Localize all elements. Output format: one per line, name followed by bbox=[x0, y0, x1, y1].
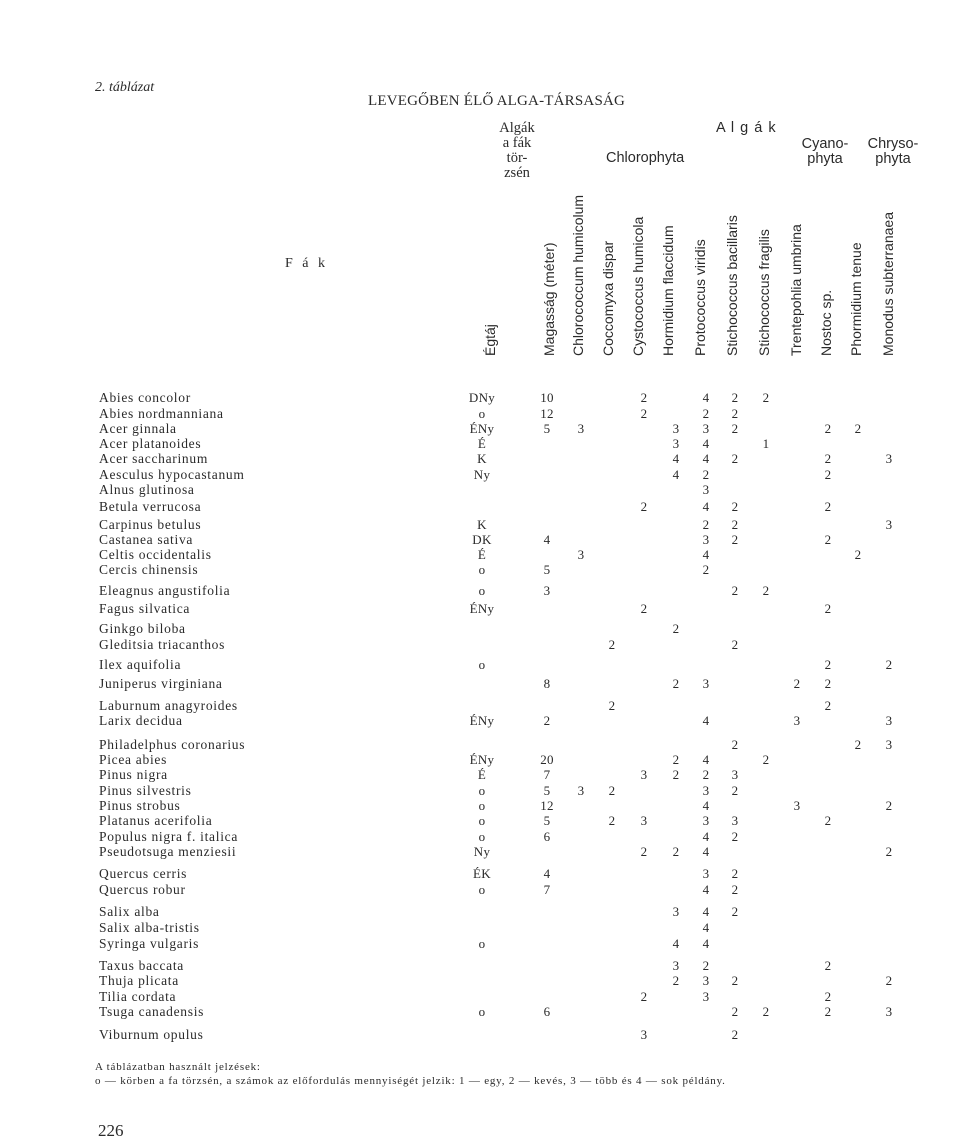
abundance-cell: 2 bbox=[672, 676, 680, 691]
abundance-cell: 3 bbox=[885, 1004, 893, 1019]
abundance-cell: 3 bbox=[672, 904, 680, 919]
abundance-cell: 2 bbox=[885, 657, 893, 672]
orientation-cell: É bbox=[477, 767, 487, 782]
abundance-cell: 4 bbox=[702, 936, 710, 951]
abundance-cell: 2 bbox=[640, 844, 648, 859]
abundance-cell: 2 bbox=[731, 583, 739, 598]
orientation-cell: Ny bbox=[473, 844, 491, 859]
tree-name: Cercis chinensis bbox=[99, 562, 199, 577]
orientation-cell: o bbox=[478, 936, 486, 951]
abundance-cell: 2 bbox=[824, 499, 832, 514]
tree-name: Pinus strobus bbox=[99, 798, 181, 813]
orientation-cell: DNy bbox=[468, 390, 496, 405]
abundance-cell: 2 bbox=[702, 467, 710, 482]
orientation-cell: o bbox=[478, 657, 486, 672]
tree-name: Pinus nigra bbox=[99, 767, 168, 782]
abundance-cell: 2 bbox=[672, 752, 680, 767]
orientation-cell: o bbox=[478, 829, 486, 844]
abundance-cell: 2 bbox=[702, 517, 710, 532]
table-caption: 2. táblázat bbox=[95, 80, 155, 95]
abundance-cell: 4 bbox=[702, 882, 710, 897]
column-header-label: Coccomyxa dispar bbox=[600, 240, 616, 356]
abundance-cell: 4 bbox=[702, 844, 710, 859]
abundance-cell: 4 bbox=[702, 436, 710, 451]
height-cell: 7 bbox=[543, 767, 551, 782]
column-header-label: Égtáj bbox=[482, 324, 498, 356]
abundance-cell: 3 bbox=[702, 813, 710, 828]
tree-name: Picea abies bbox=[99, 752, 168, 767]
orientation-cell: o bbox=[478, 882, 486, 897]
abundance-cell: 2 bbox=[854, 737, 862, 752]
tree-name: Philadelphus coronarius bbox=[99, 737, 246, 752]
height-cell: 5 bbox=[543, 562, 551, 577]
tree-name: Platanus acerifolia bbox=[99, 813, 213, 828]
abundance-cell: 2 bbox=[608, 813, 616, 828]
abundance-cell: 2 bbox=[731, 783, 739, 798]
height-cell: 10 bbox=[540, 390, 554, 405]
tree-name: Tsuga canadensis bbox=[99, 1004, 205, 1019]
orientation-cell: Ny bbox=[473, 467, 491, 482]
height-cell: 20 bbox=[540, 752, 554, 767]
orientation-cell: ÉK bbox=[473, 866, 491, 881]
column-header-label: Protococcus viridis bbox=[692, 239, 708, 356]
header-line: tör- bbox=[506, 150, 528, 166]
abundance-cell: 2 bbox=[640, 390, 648, 405]
abundance-cell: 2 bbox=[824, 601, 832, 616]
header-trees: F á k bbox=[285, 256, 328, 271]
abundance-cell: 4 bbox=[702, 798, 710, 813]
abundance-cell: 2 bbox=[824, 698, 832, 713]
abundance-cell: 3 bbox=[577, 547, 585, 562]
abundance-cell: 4 bbox=[702, 752, 710, 767]
abundance-cell: 3 bbox=[702, 973, 710, 988]
height-cell: 6 bbox=[543, 829, 551, 844]
abundance-cell: 2 bbox=[885, 844, 893, 859]
column-header-label: Monodus subterranaea bbox=[880, 212, 896, 356]
abundance-cell: 4 bbox=[702, 451, 710, 466]
height-cell: 5 bbox=[543, 421, 551, 436]
abundance-cell: 3 bbox=[577, 783, 585, 798]
orientation-cell: o bbox=[478, 562, 486, 577]
tree-name: Taxus baccata bbox=[99, 958, 184, 973]
orientation-cell: o bbox=[478, 783, 486, 798]
orientation-cell: K bbox=[477, 517, 487, 532]
abundance-cell: 2 bbox=[762, 583, 770, 598]
abundance-cell: 3 bbox=[672, 436, 680, 451]
abundance-cell: 3 bbox=[702, 676, 710, 691]
abundance-cell: 3 bbox=[702, 783, 710, 798]
abundance-cell: 2 bbox=[731, 1027, 739, 1042]
abundance-cell: 2 bbox=[640, 601, 648, 616]
tree-name: Laburnum anagyroides bbox=[99, 698, 238, 713]
tree-name: Fagus silvatica bbox=[99, 601, 191, 616]
column-header-label: Chlorococcum humicolum bbox=[570, 194, 586, 356]
abundance-cell: 2 bbox=[824, 676, 832, 691]
abundance-cell: 4 bbox=[672, 467, 680, 482]
abundance-cell: 2 bbox=[608, 698, 616, 713]
abundance-cell: 2 bbox=[731, 637, 739, 652]
abundance-cell: 3 bbox=[731, 767, 739, 782]
abundance-cell: 3 bbox=[731, 813, 739, 828]
abundance-cell: 2 bbox=[731, 1004, 739, 1019]
abundance-cell: 2 bbox=[672, 767, 680, 782]
abundance-cell: 2 bbox=[731, 499, 739, 514]
header-line: phyta bbox=[875, 151, 911, 167]
tree-name: Quercus cerris bbox=[99, 866, 188, 881]
orientation-cell: É bbox=[477, 547, 487, 562]
abundance-cell: 2 bbox=[731, 406, 739, 421]
abundance-cell: 2 bbox=[762, 1004, 770, 1019]
header-line: Chryso- bbox=[867, 136, 919, 152]
column-header-label: Stichococcus fragilis bbox=[756, 229, 772, 356]
header-algak-on-trunk bbox=[493, 121, 541, 181]
abundance-cell: 4 bbox=[702, 829, 710, 844]
abundance-cell: 2 bbox=[824, 657, 832, 672]
tree-name: Pinus silvestris bbox=[99, 783, 192, 798]
abundance-cell: 4 bbox=[702, 390, 710, 405]
abundance-cell: 3 bbox=[885, 451, 893, 466]
abundance-cell: 3 bbox=[577, 421, 585, 436]
orientation-cell: ÉNy bbox=[469, 601, 495, 616]
tree-name: Celtis occidentalis bbox=[99, 547, 212, 562]
abundance-cell: 2 bbox=[672, 844, 680, 859]
abundance-cell: 3 bbox=[640, 1027, 648, 1042]
abundance-cell: 2 bbox=[824, 451, 832, 466]
column-header-label: Nostoc sp. bbox=[818, 289, 834, 356]
abundance-cell: 4 bbox=[702, 547, 710, 562]
tree-name: Quercus robur bbox=[99, 882, 186, 897]
abundance-cell: 2 bbox=[702, 958, 710, 973]
abundance-cell: 2 bbox=[762, 752, 770, 767]
orientation-cell: É bbox=[477, 436, 487, 451]
tree-name: Eleagnus angustifolia bbox=[99, 583, 231, 598]
orientation-cell: o bbox=[478, 583, 486, 598]
height-cell: 8 bbox=[543, 676, 551, 691]
abundance-cell: 2 bbox=[885, 973, 893, 988]
table-title: LEVEGŐBEN ÉLŐ ALGA-TÁRSASÁG bbox=[368, 93, 626, 109]
tree-name: Ilex aquifolia bbox=[99, 657, 182, 672]
abundance-cell: 2 bbox=[731, 517, 739, 532]
abundance-cell: 2 bbox=[731, 904, 739, 919]
height-cell: 2 bbox=[543, 713, 551, 728]
abundance-cell: 3 bbox=[672, 421, 680, 436]
orientation-cell: ÉNy bbox=[469, 421, 495, 436]
orientation-cell: o bbox=[478, 1004, 486, 1019]
header-line: Algák bbox=[499, 120, 535, 136]
abundance-cell: 3 bbox=[885, 517, 893, 532]
abundance-cell: 2 bbox=[731, 390, 739, 405]
abundance-cell: 2 bbox=[731, 451, 739, 466]
column-header-label: Cystococcus humicola bbox=[630, 216, 646, 356]
column-header-label: Phormidium tenue bbox=[848, 242, 864, 356]
tree-name: Acer ginnala bbox=[99, 421, 177, 436]
abundance-cell: 4 bbox=[702, 904, 710, 919]
abundance-cell: 2 bbox=[731, 421, 739, 436]
page-number: 226 bbox=[98, 1121, 124, 1140]
abundance-cell: 2 bbox=[824, 421, 832, 436]
header-line: a fák bbox=[502, 135, 532, 151]
height-cell: 3 bbox=[543, 583, 551, 598]
tree-name: Gleditsia triacanthos bbox=[99, 637, 226, 652]
tree-name: Ginkgo biloba bbox=[99, 621, 186, 636]
abundance-cell: 2 bbox=[793, 676, 801, 691]
abundance-cell: 2 bbox=[762, 390, 770, 405]
abundance-cell: 2 bbox=[854, 547, 862, 562]
abundance-cell: 2 bbox=[731, 829, 739, 844]
orientation-cell: o bbox=[478, 406, 486, 421]
abundance-cell: 3 bbox=[702, 482, 710, 497]
height-cell: 7 bbox=[543, 882, 551, 897]
tree-name: Juniperus virginiana bbox=[99, 676, 223, 691]
header-line: Cyano- bbox=[801, 136, 849, 152]
abundance-cell: 2 bbox=[640, 406, 648, 421]
abundance-cell: 2 bbox=[824, 532, 832, 547]
abundance-cell: 2 bbox=[824, 989, 832, 1004]
abundance-cell: 2 bbox=[702, 767, 710, 782]
height-cell: 6 bbox=[543, 1004, 551, 1019]
header-algak-group: A l g á k bbox=[716, 120, 777, 136]
abundance-cell: 2 bbox=[731, 532, 739, 547]
abundance-cell: 2 bbox=[672, 621, 680, 636]
tree-name: Pseudotsuga menziesii bbox=[99, 844, 237, 859]
abundance-cell: 2 bbox=[702, 562, 710, 577]
abundance-cell: 3 bbox=[885, 713, 893, 728]
header-chlorophyta: Chlorophyta bbox=[606, 150, 685, 166]
header-cyanophyta bbox=[796, 137, 854, 167]
legend-text: o — körben a fa törzsén, a számok az előfordulás mennyiségét jelzik: 1 — egy, 2 — kevés, 3 — több és 4 — sok példány. bbox=[95, 1075, 726, 1087]
abundance-cell: 2 bbox=[640, 989, 648, 1004]
tree-name: Betula verrucosa bbox=[99, 499, 202, 514]
abundance-cell: 2 bbox=[854, 421, 862, 436]
abundance-cell: 2 bbox=[640, 499, 648, 514]
abundance-cell: 3 bbox=[640, 767, 648, 782]
abundance-cell: 3 bbox=[702, 532, 710, 547]
column-header-label: Magasság (méter) bbox=[541, 242, 557, 356]
tree-name: Acer platanoides bbox=[99, 436, 202, 451]
orientation-cell: ÉNy bbox=[469, 713, 495, 728]
abundance-cell: 4 bbox=[672, 936, 680, 951]
abundance-cell: 2 bbox=[731, 866, 739, 881]
abundance-cell: 2 bbox=[672, 973, 680, 988]
abundance-cell: 1 bbox=[762, 436, 770, 451]
tree-name: Abies nordmanniana bbox=[99, 406, 224, 421]
height-cell: 5 bbox=[543, 783, 551, 798]
abundance-cell: 2 bbox=[824, 958, 832, 973]
header-chrysophyta bbox=[862, 137, 924, 167]
tree-name: Populus nigra f. italica bbox=[99, 829, 239, 844]
abundance-cell: 2 bbox=[731, 882, 739, 897]
orientation-cell: DK bbox=[472, 532, 492, 547]
orientation-cell: K bbox=[477, 451, 487, 466]
tree-name: Salix alba-tristis bbox=[99, 920, 200, 935]
abundance-cell: 3 bbox=[702, 421, 710, 436]
tree-name: Viburnum opulus bbox=[99, 1027, 204, 1042]
tree-name: Acer saccharinum bbox=[99, 451, 209, 466]
tree-name: Tilia cordata bbox=[99, 989, 177, 1004]
abundance-cell: 3 bbox=[640, 813, 648, 828]
abundance-cell: 2 bbox=[824, 467, 832, 482]
orientation-cell: o bbox=[478, 798, 486, 813]
abundance-cell: 2 bbox=[731, 737, 739, 752]
tree-name: Alnus glutinosa bbox=[99, 482, 195, 497]
abundance-cell: 2 bbox=[702, 406, 710, 421]
abundance-cell: 4 bbox=[702, 499, 710, 514]
tree-name: Syringa vulgaris bbox=[99, 936, 200, 951]
abundance-cell: 3 bbox=[793, 713, 801, 728]
tree-name: Larix decidua bbox=[99, 713, 183, 728]
tree-name: Aesculus hypocastanum bbox=[99, 467, 245, 482]
tree-name: Castanea sativa bbox=[99, 532, 194, 547]
column-header-label: Hormidium flaccidum bbox=[660, 225, 676, 356]
orientation-cell: o bbox=[478, 813, 486, 828]
abundance-cell: 2 bbox=[608, 783, 616, 798]
tree-name: Carpinus betulus bbox=[99, 517, 202, 532]
abundance-cell: 2 bbox=[608, 637, 616, 652]
height-cell: 4 bbox=[543, 866, 551, 881]
abundance-cell: 2 bbox=[885, 798, 893, 813]
height-cell: 12 bbox=[540, 406, 554, 421]
abundance-cell: 4 bbox=[702, 713, 710, 728]
abundance-cell: 2 bbox=[731, 973, 739, 988]
abundance-cell: 3 bbox=[672, 958, 680, 973]
abundance-cell: 2 bbox=[824, 1004, 832, 1019]
tree-name: Thuja plicata bbox=[99, 973, 179, 988]
abundance-cell: 3 bbox=[702, 989, 710, 1004]
header-line: zsén bbox=[504, 165, 530, 181]
legend-title: A táblázatban használt jelzések: bbox=[95, 1061, 261, 1073]
header-line: phyta bbox=[807, 151, 843, 167]
height-cell: 5 bbox=[543, 813, 551, 828]
tree-name: Salix alba bbox=[99, 904, 160, 919]
column-header-label: Stichococcus bacillaris bbox=[724, 215, 740, 356]
abundance-cell: 3 bbox=[793, 798, 801, 813]
abundance-cell: 3 bbox=[702, 866, 710, 881]
abundance-cell: 4 bbox=[672, 451, 680, 466]
abundance-cell: 4 bbox=[702, 920, 710, 935]
column-header-label: Trentepohlia umbrina bbox=[788, 224, 804, 356]
height-cell: 4 bbox=[543, 532, 551, 547]
tree-name: Abies concolor bbox=[99, 390, 191, 405]
abundance-cell: 3 bbox=[885, 737, 893, 752]
height-cell: 12 bbox=[540, 798, 554, 813]
orientation-cell: ÉNy bbox=[469, 752, 495, 767]
abundance-cell: 2 bbox=[824, 813, 832, 828]
